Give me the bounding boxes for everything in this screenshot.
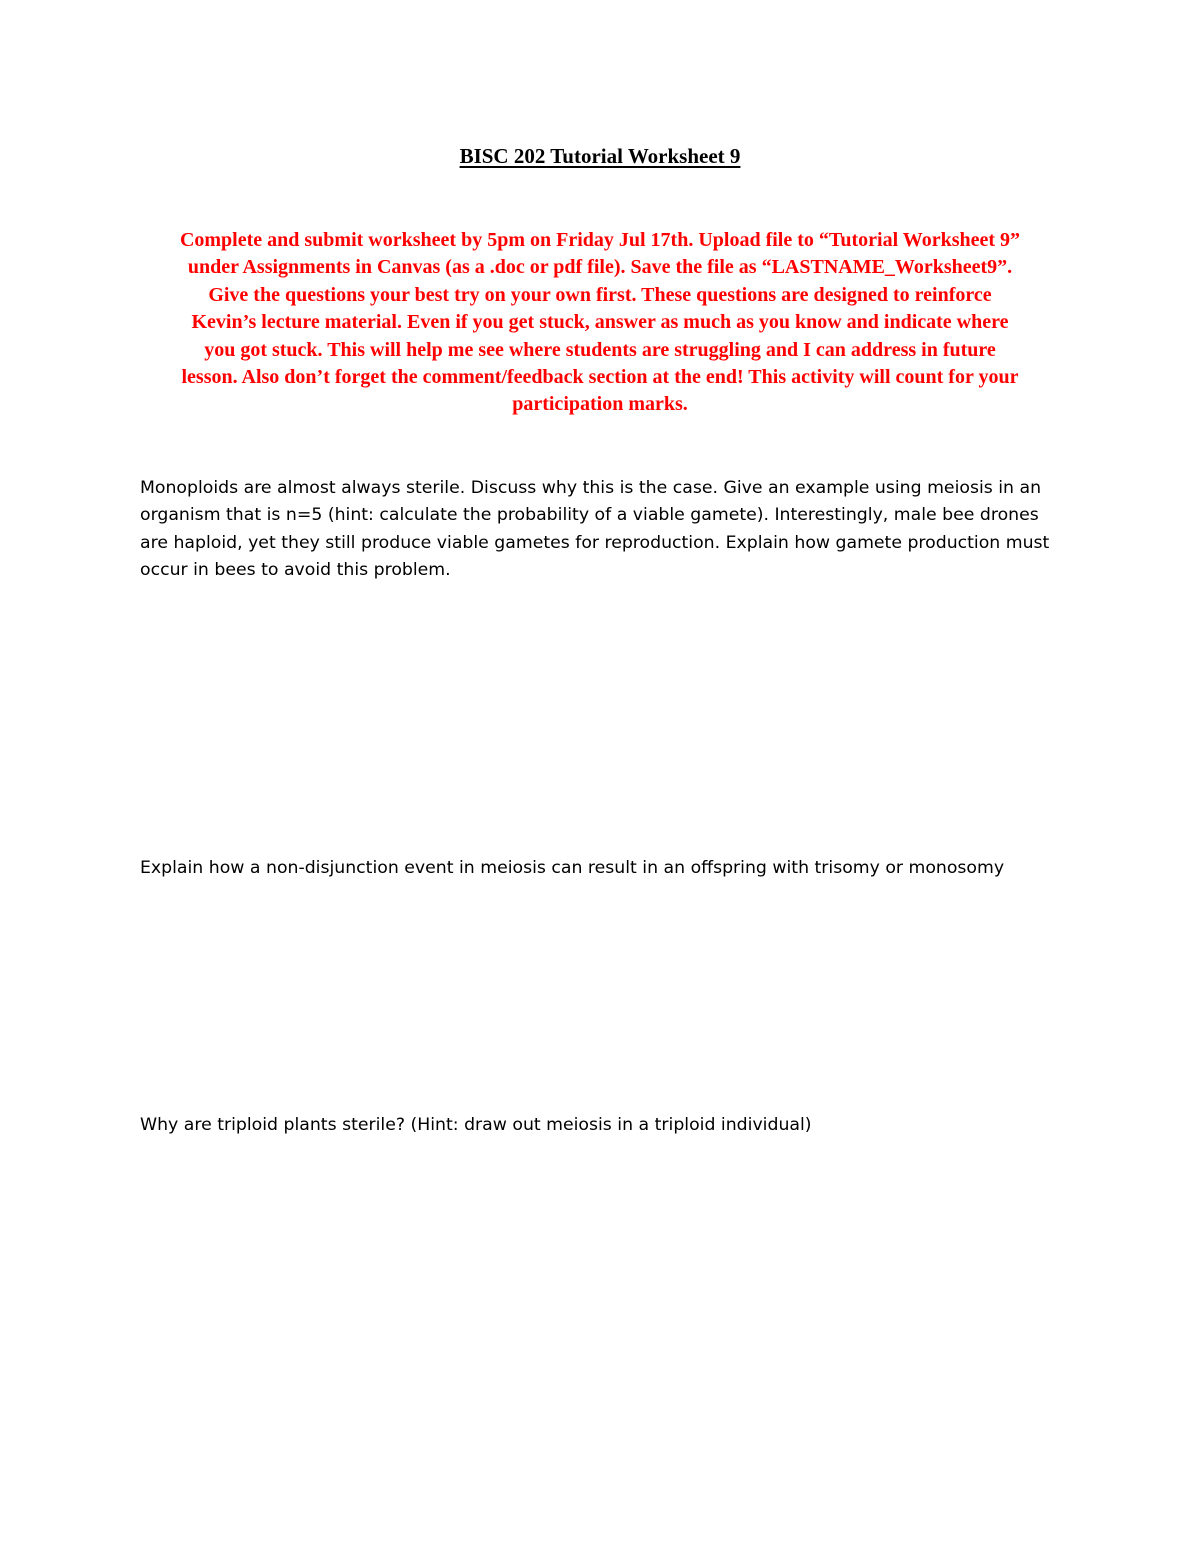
- question-monoploids: [140, 475, 1070, 585]
- question-line: Explain how a non-disjunction event in meiosis can result in an offspring with trisomy or monosomy: [140, 858, 1005, 878]
- instruction-line: under Assignments in Canvas (as a .doc or pdf file). Save the file as “LASTNAME_Worksheet9”.: [187, 256, 1013, 279]
- question-triploid-plants: [140, 1112, 1070, 1139]
- instruction-line: participation marks.: [512, 393, 688, 416]
- instruction-line: Complete and submit worksheet by 5pm on Friday Jul 17th. Upload file to “Tutorial Worksheet 9”: [179, 229, 1021, 251]
- question-line: Why are triploid plants sterile? (Hint: draw out meiosis in a triploid individual): [140, 1115, 812, 1135]
- question-line: occur in bees to avoid this problem.: [140, 560, 451, 581]
- instruction-line: you got stuck. This will help me see where students are struggling and I can address in future: [204, 338, 996, 361]
- instruction-line: lesson. Also don’t forget the comment/feedback section at the end! This activity will count for your: [181, 366, 1019, 389]
- question-non-disjunction: [140, 855, 1070, 882]
- instruction-line: Kevin’s lecture material. Even if you get stuck, answer as much as you know and indicate where: [191, 311, 1009, 334]
- question-line: organism that is n=5 (hint: calculate the probability of a viable gamete). Interestingly, male bee drones: [140, 505, 1039, 526]
- worksheet-title: BISC 202 Tutorial Worksheet 9: [459, 144, 741, 168]
- question-line: are haploid, yet they still produce viable gametes for reproduction. Explain how gamete production must: [140, 532, 1050, 553]
- submission-instructions: [140, 227, 1060, 419]
- instruction-line: Give the questions your best try on your own first. These questions are designed to reinforce: [208, 283, 992, 306]
- question-line: Monoploids are almost always sterile. Discuss why this is the case. Give an example using meiosis in an: [140, 478, 1042, 498]
